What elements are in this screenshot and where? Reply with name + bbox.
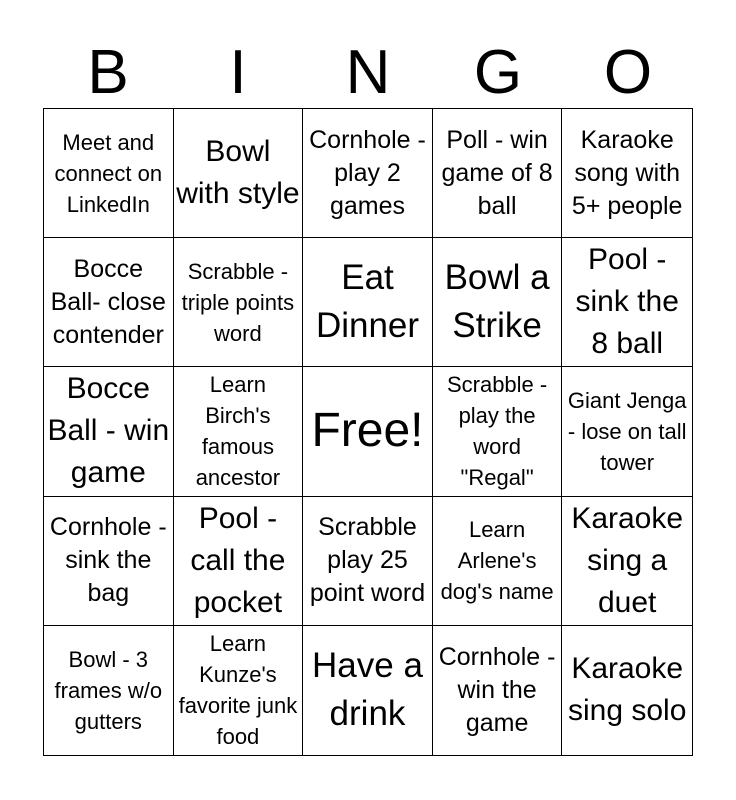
bingo-cell[interactable] xyxy=(44,109,174,238)
bingo-cell[interactable] xyxy=(44,238,174,367)
cell-text: Scrabble - play the word "Regal" xyxy=(446,372,548,491)
cell-text: Eat Dinner xyxy=(315,258,420,346)
cell-text: Bocce Ball - win game xyxy=(47,372,170,490)
bingo-cell[interactable] xyxy=(433,367,563,496)
bingo-cell[interactable] xyxy=(44,497,174,626)
cell-text: Learn Kunze's favorite junk food xyxy=(178,631,298,750)
bingo-cell[interactable] xyxy=(433,238,563,367)
bingo-cell[interactable] xyxy=(303,626,433,755)
cell-text: Pool - sink the 8 ball xyxy=(575,243,679,361)
cell-text: Pool - call the pocket xyxy=(190,501,286,619)
bingo-cell[interactable] xyxy=(562,497,692,626)
header-letter-n: N xyxy=(345,38,391,107)
bingo-cell[interactable] xyxy=(433,497,563,626)
bingo-cell[interactable] xyxy=(174,238,304,367)
header-letter-b: B xyxy=(87,38,129,107)
free-space-cell[interactable] xyxy=(303,367,433,496)
bingo-cell[interactable] xyxy=(433,626,563,755)
cell-text: Bocce Ball- close contender xyxy=(50,254,166,349)
bingo-cell[interactable] xyxy=(44,367,174,496)
bingo-header xyxy=(43,38,693,108)
cell-text: Karaoke sing a duet xyxy=(571,501,684,619)
free-space-text: Free! xyxy=(311,404,424,458)
bingo-cell[interactable] xyxy=(174,367,304,496)
bingo-cell[interactable] xyxy=(303,497,433,626)
header-letter-i: I xyxy=(229,38,247,107)
bingo-cell[interactable] xyxy=(174,497,304,626)
bingo-cell[interactable] xyxy=(44,626,174,755)
bingo-cell[interactable] xyxy=(303,238,433,367)
cell-text: Meet and connect on LinkedIn xyxy=(54,129,163,217)
cell-text: Scrabble - triple points word xyxy=(181,258,295,346)
cell-text: Bowl - 3 frames w/o gutters xyxy=(54,646,163,734)
cell-text: Cornhole - play 2 games xyxy=(309,125,426,220)
bingo-cell[interactable] xyxy=(433,109,563,238)
bingo-cell[interactable] xyxy=(562,626,692,755)
cell-text: Have a drink xyxy=(312,646,423,734)
bingo-cell[interactable] xyxy=(174,109,304,238)
cell-text: Giant Jenga - lose on tall tower xyxy=(567,387,687,475)
bingo-board xyxy=(43,108,693,756)
cell-text: Cornhole - win the game xyxy=(438,642,556,737)
cell-text: Scrabble play 25 point word xyxy=(309,513,426,608)
cell-text: Karaoke song with 5+ people xyxy=(571,125,683,220)
bingo-cell[interactable] xyxy=(174,626,304,755)
header-letter-g: G xyxy=(473,38,523,107)
cell-text: Karaoke sing solo xyxy=(567,652,687,728)
cell-text: Learn Birch's famous ancestor xyxy=(195,372,281,491)
cell-text: Cornhole - sink the bag xyxy=(49,513,167,608)
bingo-cell[interactable] xyxy=(303,109,433,238)
bingo-cell[interactable] xyxy=(562,238,692,367)
header-letter-o: O xyxy=(603,38,653,107)
bingo-cell[interactable] xyxy=(562,109,692,238)
cell-text: Bowl with style xyxy=(176,135,300,211)
bingo-cell[interactable] xyxy=(562,367,692,496)
cell-text: Learn Arlene's dog's name xyxy=(440,517,554,605)
cell-text: Bowl a Strike xyxy=(444,258,550,346)
cell-text: Poll - win game of 8 ball xyxy=(441,125,553,220)
